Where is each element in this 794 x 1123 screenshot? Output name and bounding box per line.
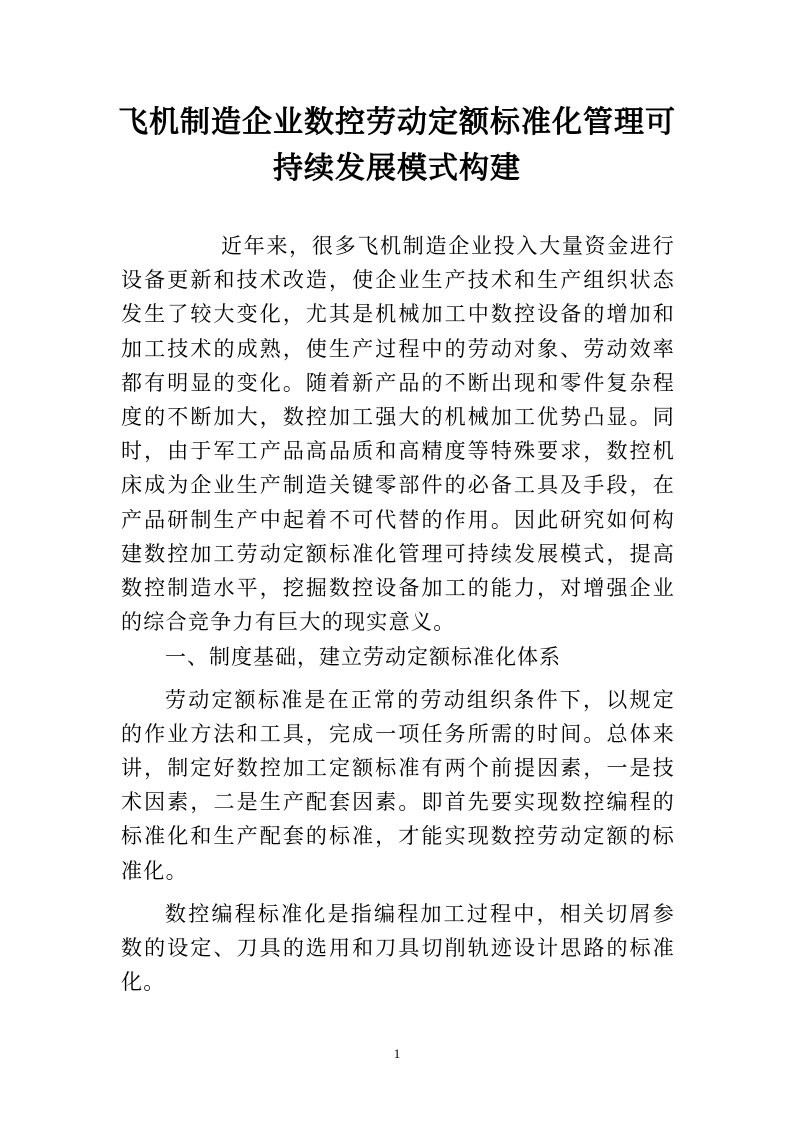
intro-paragraph: 近年来，很多飞机制造企业投入大量资金进行设备更新和技术改造，使企业生产技术和生产组织状态发生了较大变化，尤其是机械加工中数控设备的增加和加工技术的成熟，使生产过程中的劳动对象、劳动效率都有明显的变化。随着新产品的不断出现和零件复杂程度的不断加大，数控加工强大的机械加工优势凸显。同时，由于军工产品高品质和高精度等特殊要求，数控机床成为企业生产制造关键零部件的必备工具及手段，在产品研制生产中起着不可代替的作用。因此研究如何构建数控加工劳动定额标准化管理可持续发展模式，提高数控制造水平，挖掘数控设备加工的能力，对增强企业的综合竞争力有巨大的现实意义。 bbox=[121, 234, 675, 635]
document-title bbox=[100, 100, 694, 192]
paragraph-definition: 劳动定额标准是在正常的劳动组织条件下，以规定的作业方法和工具，完成一项任务所需的时间。总体来讲，制定好数控加工定额标准有两个前提因素，一是技术因素，二是生产配套因素。即首先要实现数控编程的标准化和生产配套的标准，才能实现数控劳动定额的标准化。 bbox=[121, 687, 675, 883]
page-number: 1 bbox=[393, 1046, 401, 1061]
section-heading-1: 一、制度基础，建立劳动定额标准化体系 bbox=[165, 645, 561, 670]
document-body bbox=[121, 229, 675, 999]
paragraph-programming: 数控编程标准化是指编程加工过程中，相关切屑参数的设定、刀具的选用和刀具切削轨迹设计思路的标准化。 bbox=[121, 901, 675, 995]
title-line-2: 持续发展模式构建 bbox=[273, 151, 521, 186]
title-line-1: 飞机制造企业数控劳动定额标准化管理可 bbox=[118, 105, 676, 140]
